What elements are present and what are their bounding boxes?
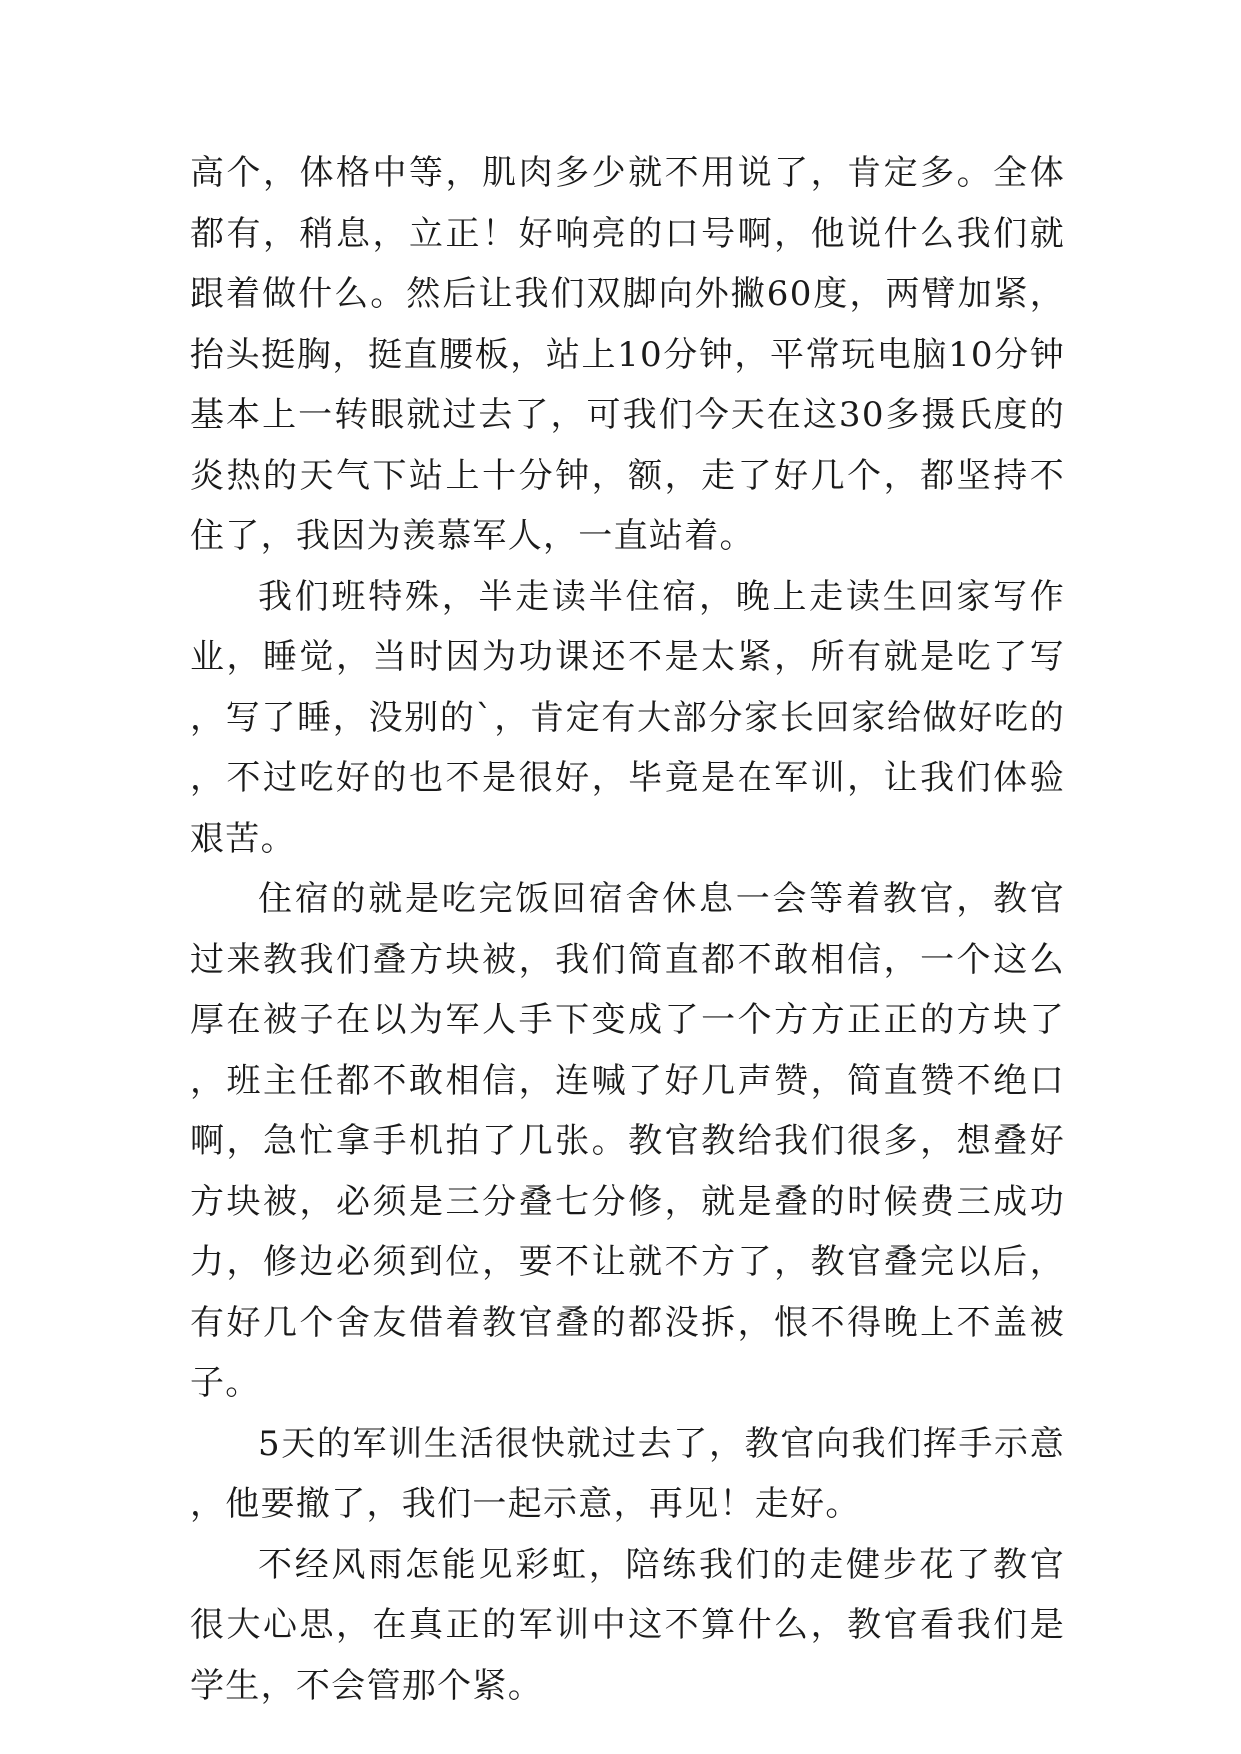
paragraph-4: 5天的军训生活很快就过去了，教官向我们挥手示意，他要撤了，我们一起示意，再见！走好。 [190, 1423, 1065, 1524]
paragraph-1: 高个，体格中等，肌肉多少就不用说了，肯定多。全体都有，稍息，立正！好响亮的口号啊，他说什么我们就跟着做什么。然后让我们双脚向外撇60度，两臂加紧，抬头挺胸，挺直腰板，站上10分钟，平常玩电脑10分钟基本上一转眼就过去了，可我们今天在这30多摄氏度的炎热的天气下站上十分钟，额，走了好几个，都坚持不住了，我因为羡慕军人，一直站着。 [190, 153, 1065, 556]
paragraph-5: 不经风雨怎能见彩虹，陪练我们的走健步花了教官很大心思，在真正的军训中这不算什么，教官看我们是学生，不会管那个紧。 [190, 1544, 1065, 1706]
paragraph-3: 住宿的就是吃完饭回宿舍休息一会等着教官，教官过来教我们叠方块被，我们简直都不敢相信，一个这么厚在被子在以为军人手下变成了一个方方正正的方块了，班主任都不敢相信，连喊了好几声赞，简直赞不绝口啊，急忙拿手机拍了几张。教官教给我们很多，想叠好方块被，必须是三分叠七分修，就是叠的时候费三成功力，修边必须到位，要不让就不方了，教官叠完以后，有好几个舍友借着教官叠的都没拆，恨不得晚上不盖被子。 [190, 879, 1065, 1403]
paragraph-2: 我们班特殊，半走读半住宿，晚上走读生回家写作业，睡觉，当时因为功课还不是太紧，所有就是吃了写，写了睡，没别的`，肯定有大部分家长回家给做好吃的，不过吃好的也不是很好，毕竟是在军训，让我们体验艰苦。 [190, 576, 1065, 859]
document-body [190, 143, 1065, 1716]
